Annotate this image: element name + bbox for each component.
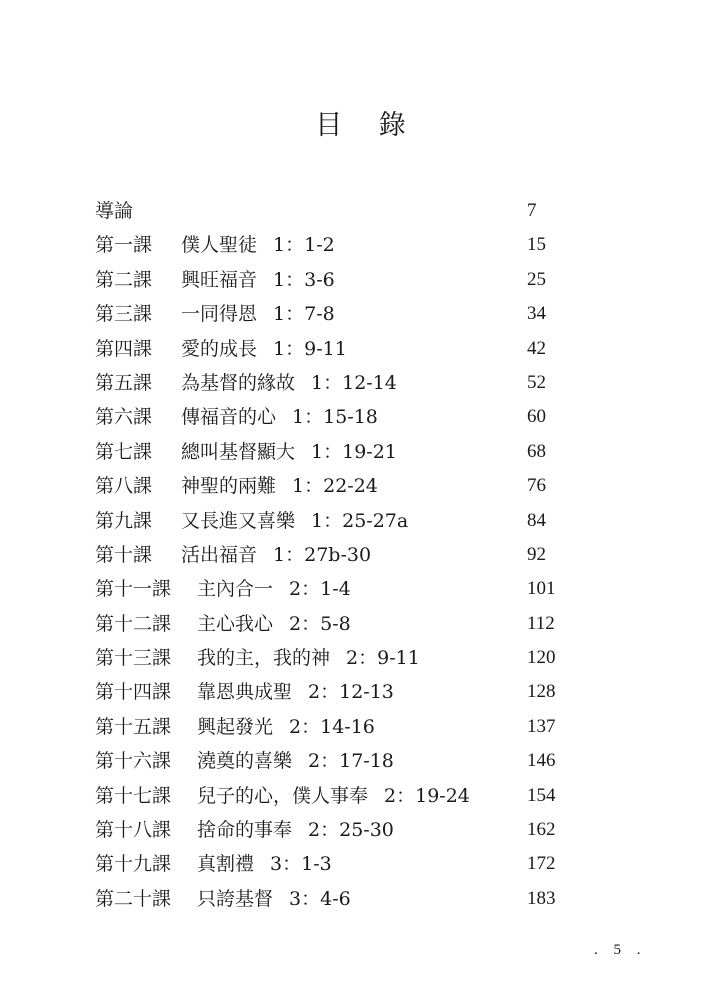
- toc-scripture-ref: 1：27b-30: [273, 543, 372, 566]
- toc-subject: [197, 572, 351, 606]
- toc-entry[interactable]: [95, 882, 565, 916]
- toc-entry[interactable]: [95, 538, 565, 572]
- toc-page-number: 25: [527, 268, 546, 290]
- toc-subject: [197, 813, 394, 847]
- toc-subject: [181, 297, 335, 331]
- toc-entry[interactable]: [95, 228, 565, 262]
- toc-scripture-ref: 3：4-6: [289, 887, 351, 910]
- toc-page-number: 68: [527, 440, 546, 462]
- toc-subject-title: 只誇基督: [197, 887, 274, 910]
- toc-scripture-ref: 2：14-16: [289, 715, 375, 738]
- toc-scripture-ref: 1：1-2: [273, 234, 335, 257]
- toc-subject-title: 澆奠的喜樂: [197, 750, 293, 773]
- toc-scripture-ref: 2：25-30: [308, 819, 394, 842]
- toc-subject-title: 興旺福音: [181, 268, 258, 291]
- toc-scripture-ref: 2：17-18: [308, 750, 394, 773]
- toc-subject: [197, 710, 375, 744]
- toc-entry[interactable]: [95, 675, 565, 709]
- toc-entry[interactable]: [95, 435, 565, 469]
- toc-page-number: 146: [527, 750, 556, 772]
- toc-lesson-label: 導論: [95, 200, 134, 222]
- toc-entry[interactable]: [95, 779, 565, 813]
- toc-subject-title: 我的主，我的神: [197, 647, 331, 670]
- toc-page-number: 52: [527, 371, 546, 393]
- toc-lesson-label: 第一課: [95, 234, 153, 257]
- toc-subject: [181, 538, 371, 572]
- toc-page-number: 84: [527, 509, 546, 531]
- toc-entry[interactable]: [95, 297, 565, 331]
- toc-subject-title: 兒子的心，僕人事奉: [197, 784, 369, 807]
- toc-page-number: 15: [527, 234, 546, 256]
- toc-lesson-label: 第十五課: [95, 715, 172, 738]
- toc-scripture-ref: 1：25-27a: [311, 509, 409, 532]
- toc-lesson-label: 第三課: [95, 303, 153, 326]
- toc-scripture-ref: 1：9-11: [273, 337, 347, 360]
- toc-entry[interactable]: [95, 641, 565, 675]
- toc-subject: [181, 504, 408, 538]
- toc-subject: [197, 779, 470, 813]
- toc-subject: [197, 607, 351, 641]
- toc-entry[interactable]: [95, 400, 565, 434]
- toc-subject: [181, 263, 335, 297]
- toc-lesson-label: 第十六課: [95, 750, 172, 773]
- toc-page-number: 42: [527, 337, 546, 359]
- toc-entry[interactable]: [95, 332, 565, 366]
- toc-page-number: 76: [527, 475, 546, 497]
- toc-page-number: 154: [527, 784, 556, 806]
- toc-subject-title: 傳福音的心: [181, 406, 277, 429]
- toc-lesson-label: 第十二課: [95, 612, 172, 635]
- toc-page-number: 162: [527, 819, 556, 841]
- toc-entry[interactable]: [95, 572, 565, 606]
- toc-subject-title: 活出福音: [181, 543, 258, 566]
- toc-subject-title: 主內合一: [197, 578, 274, 601]
- toc-subject: [181, 228, 335, 262]
- toc-subject-title: 愛的成長: [181, 337, 258, 360]
- toc-entry[interactable]: [95, 194, 565, 228]
- toc-subject: [197, 744, 394, 778]
- toc-entry[interactable]: [95, 710, 565, 744]
- toc-lesson-label: 第五課: [95, 371, 153, 394]
- toc-page-number: 101: [527, 578, 556, 600]
- toc-scripture-ref: 2：19-24: [384, 784, 470, 807]
- toc-page-number: 34: [527, 303, 546, 325]
- toc-subject-title: 主心我心: [197, 612, 274, 635]
- toc-page-number: 172: [527, 853, 556, 875]
- toc-lesson-label: 第十九課: [95, 853, 172, 876]
- page-number: . 5 .: [594, 942, 647, 958]
- toc-page-number: 183: [527, 887, 556, 909]
- toc-scripture-ref: 2：1-4: [289, 578, 351, 601]
- toc-scripture-ref: 1：3-6: [273, 268, 335, 291]
- toc-subject-title: 神聖的兩難: [181, 475, 277, 498]
- toc-subject-title: 為基督的緣故: [181, 371, 296, 394]
- toc-page-number: 120: [527, 647, 556, 669]
- table-of-contents: [95, 194, 565, 916]
- toc-subject: [181, 366, 397, 400]
- page-title: 目 錄: [315, 110, 420, 141]
- toc-subject: [181, 332, 347, 366]
- toc-entry[interactable]: [95, 847, 565, 881]
- toc-scripture-ref: 1：22-24: [292, 475, 378, 498]
- toc-entry[interactable]: [95, 366, 565, 400]
- toc-lesson-label: 第十四課: [95, 681, 172, 704]
- toc-lesson-label: 第四課: [95, 337, 153, 360]
- toc-scripture-ref: 2：12-13: [308, 681, 394, 704]
- toc-lesson-label: 第六課: [95, 406, 153, 429]
- toc-subject-title: 真割禮: [197, 853, 255, 876]
- toc-scripture-ref: 1：19-21: [311, 440, 397, 463]
- toc-lesson-label: 第十課: [95, 543, 153, 566]
- toc-lesson-label: 第十三課: [95, 647, 172, 670]
- toc-lesson-label: 第七課: [95, 440, 153, 463]
- toc-subject-title: 興起發光: [197, 715, 274, 738]
- toc-entry[interactable]: [95, 263, 565, 297]
- toc-subject-title: 一同得恩: [181, 303, 258, 326]
- toc-lesson-label: 第二十課: [95, 887, 172, 910]
- toc-entry[interactable]: [95, 504, 565, 538]
- toc-scripture-ref: 1：12-14: [311, 371, 397, 394]
- toc-entry[interactable]: [95, 607, 565, 641]
- toc-subject: [197, 641, 420, 675]
- toc-subject: [197, 675, 394, 709]
- toc-lesson-label: 第九課: [95, 509, 153, 532]
- toc-subject-title: 靠恩典成聖: [197, 681, 293, 704]
- toc-scripture-ref: 2：9-11: [346, 647, 420, 670]
- toc-subject: [181, 435, 397, 469]
- toc-page-number: 92: [527, 543, 546, 565]
- toc-subject: [181, 400, 378, 434]
- toc-scripture-ref: 3：1-3: [270, 853, 332, 876]
- toc-entry[interactable]: [95, 744, 565, 778]
- toc-lesson-label: 第十八課: [95, 819, 172, 842]
- toc-subject: [181, 469, 378, 503]
- toc-lesson-label: 第二課: [95, 268, 153, 291]
- toc-scripture-ref: 1：7-8: [273, 303, 335, 326]
- toc-page-number: 128: [527, 681, 556, 703]
- toc-page-number: 7: [527, 200, 537, 221]
- toc-scripture-ref: 2：5-8: [289, 612, 351, 635]
- toc-subject: [197, 882, 351, 916]
- toc-subject-title: 捨命的事奉: [197, 819, 293, 842]
- toc-page-number: 137: [527, 715, 556, 737]
- toc-entry[interactable]: [95, 469, 565, 503]
- toc-subject-title: 總叫基督顯大: [181, 440, 296, 463]
- toc-lesson-label: 第八課: [95, 475, 153, 498]
- toc-entry[interactable]: [95, 813, 565, 847]
- toc-subject-title: 又長進又喜樂: [181, 509, 296, 532]
- toc-subject-title: 僕人聖徒: [181, 234, 258, 257]
- toc-lesson-label: 第十一課: [95, 578, 172, 601]
- toc-page-number: 60: [527, 406, 546, 428]
- toc-scripture-ref: 1：15-18: [292, 406, 378, 429]
- toc-subject: [197, 847, 332, 881]
- toc-page-number: 112: [527, 612, 555, 634]
- toc-lesson-label: 第十七課: [95, 784, 172, 807]
